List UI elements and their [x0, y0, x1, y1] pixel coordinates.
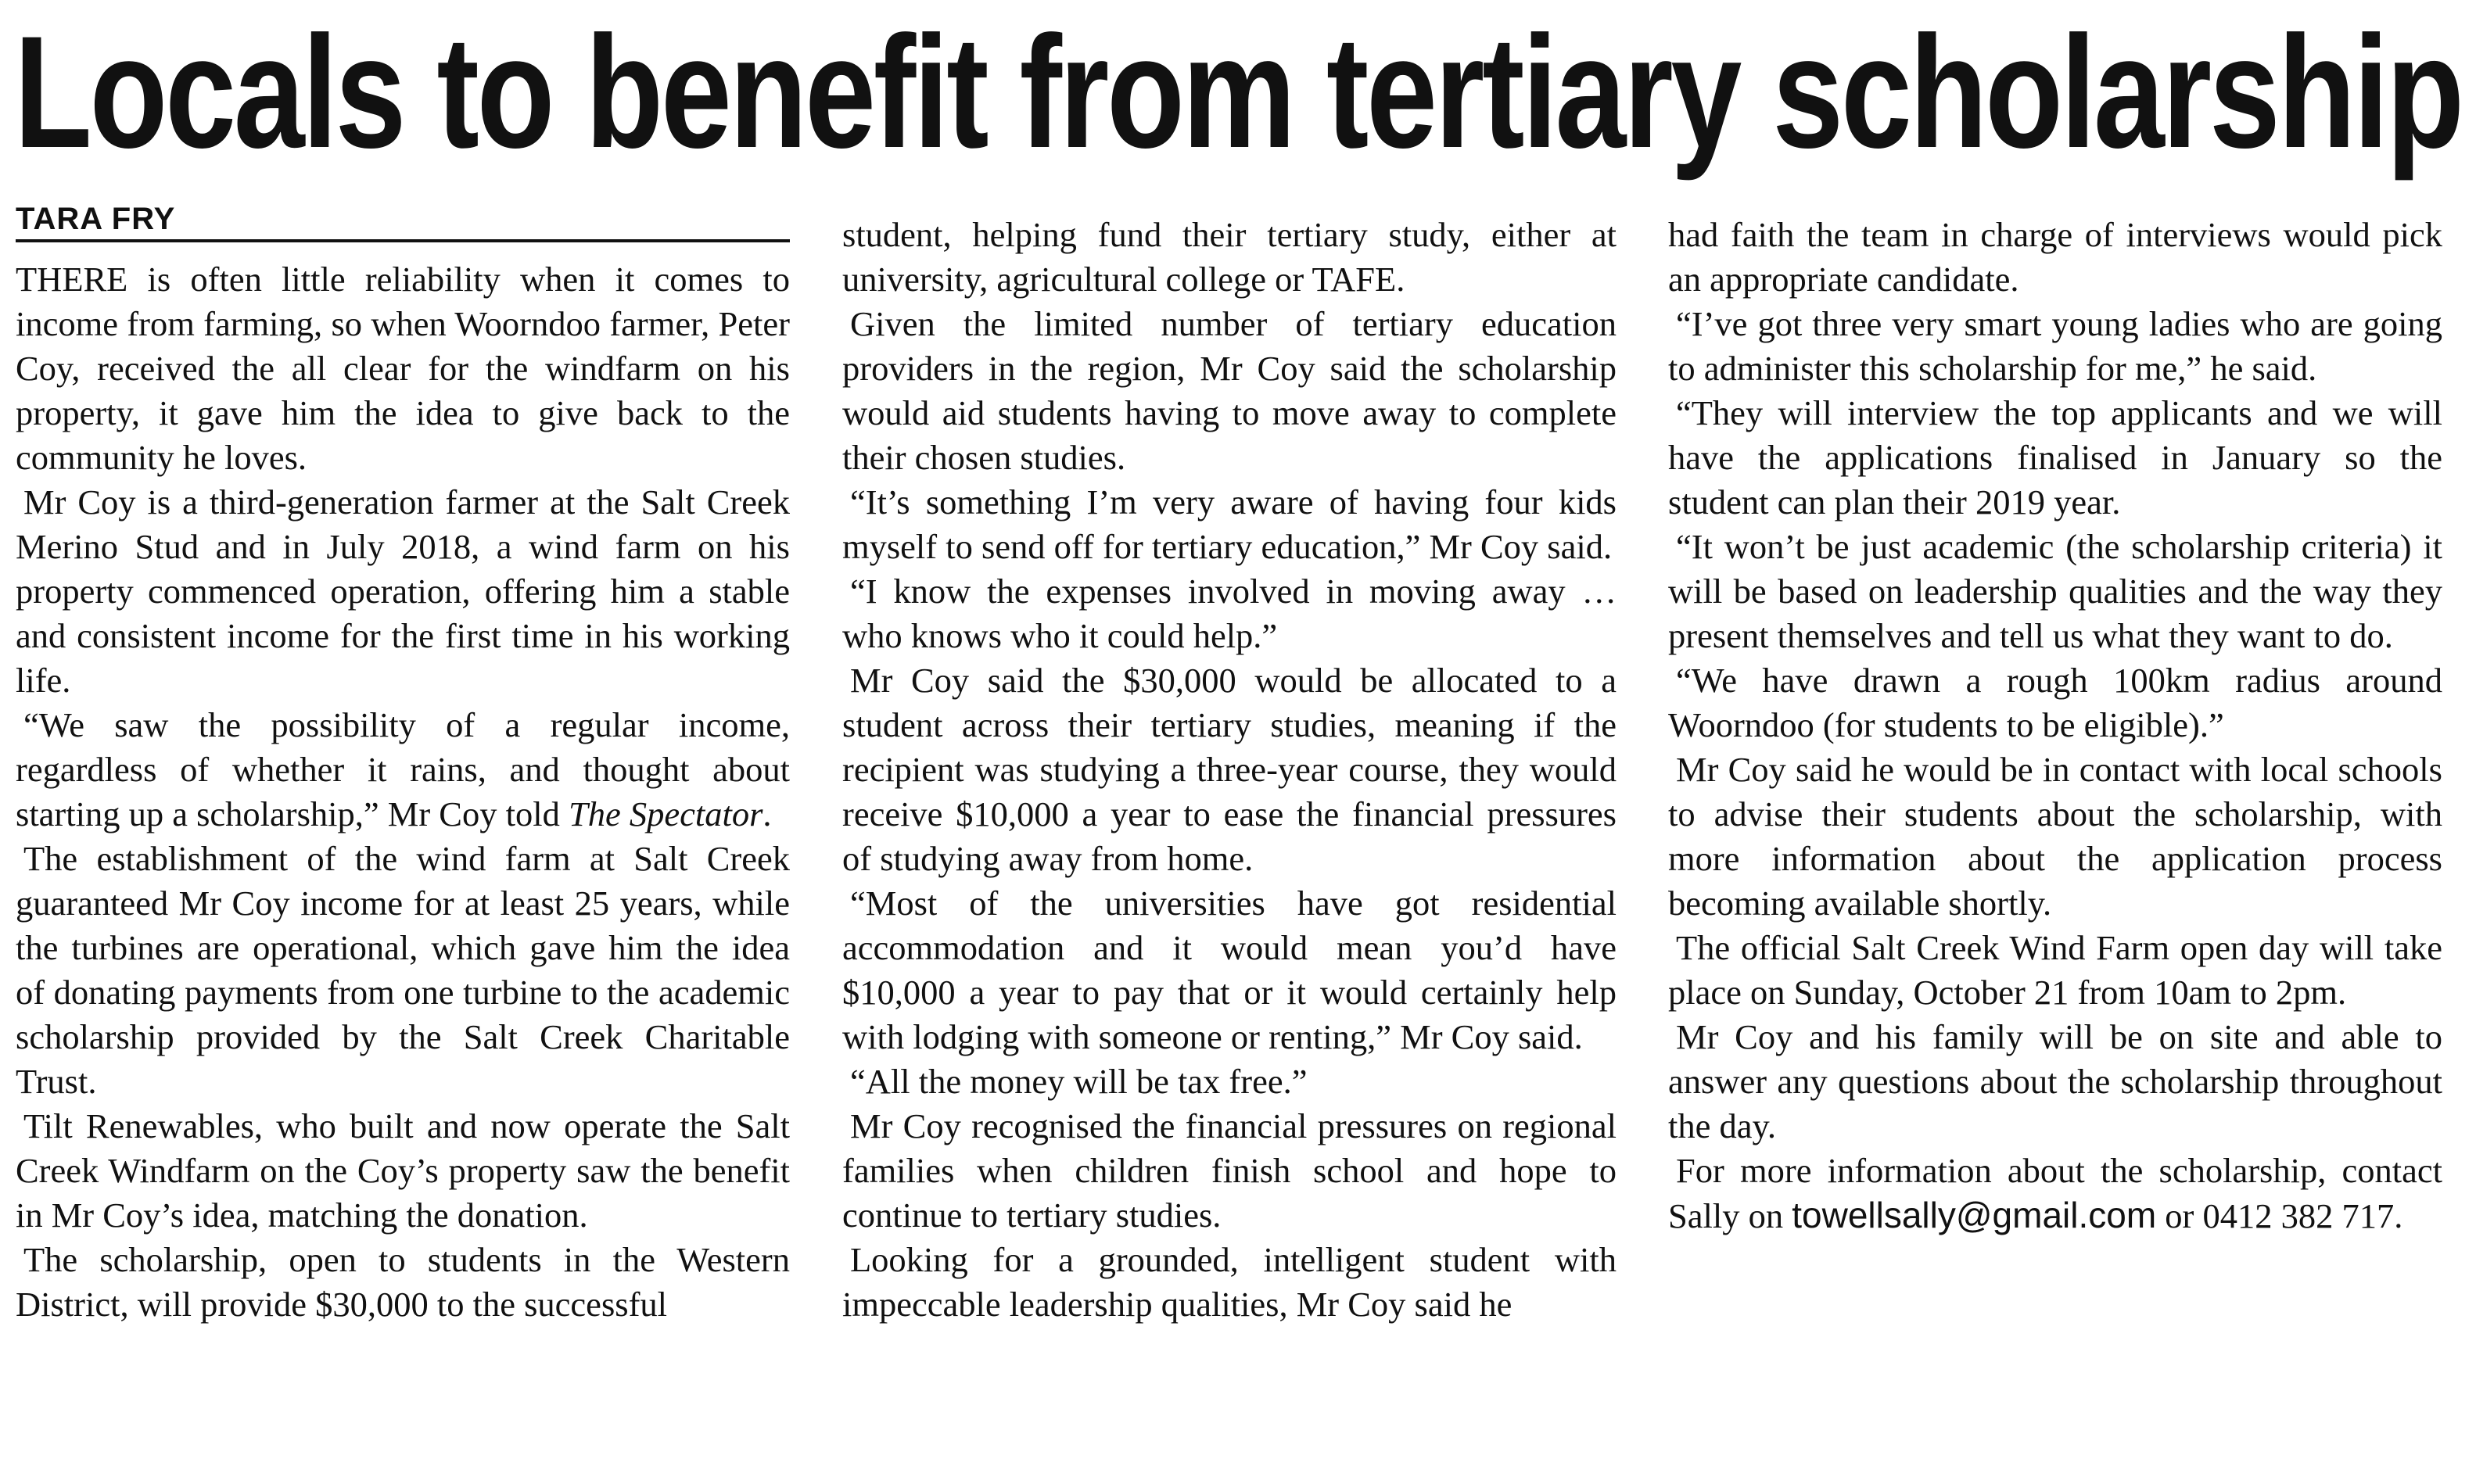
- article-column-2: [842, 213, 1617, 1327]
- paragraph-quote: [16, 703, 790, 837]
- paragraph: Mr Coy said he would be in contact with local schools to advise their students about the scholarship, with more information about the application process becoming available shortly.: [1668, 750, 2442, 923]
- article-column-3: [1668, 213, 2442, 1238]
- contact-email[interactable]: towellsally@gmail.com: [1792, 1195, 2157, 1235]
- paragraph: had faith the team in charge of interviews would pick an appropriate candidate.: [1668, 215, 2442, 299]
- paragraph: Looking for a grounded, intelligent student with impeccable leadership qualities, Mr Coy said he: [842, 1240, 1617, 1324]
- paragraph: Mr Coy is a third-generation farmer at the Salt Creek Merino Stud and in July 2018, a wind farm on his property commenced operation, offering him a stable and consistent income for the first time in his working life.: [16, 482, 790, 700]
- publication-name: The Spectator: [568, 794, 763, 833]
- paragraph: Mr Coy recognised the financial pressures on regional families when children finish school and hope to continue to tertiary studies.: [842, 1106, 1617, 1235]
- paragraph: The official Salt Creek Wind Farm open day will take place on Sunday, October 21 from 10am to 2pm.: [1668, 928, 2442, 1012]
- paragraph: “All the money will be tax free.”: [850, 1062, 1308, 1101]
- paragraph: Tilt Renewables, who built and now operate the Salt Creek Windfarm on the Coy’s property saw the benefit in Mr Coy’s idea, matching the donation.: [16, 1106, 790, 1235]
- article-column-1: [16, 257, 790, 1327]
- paragraph: THERE is often little reliability when it comes to income from farming, so when Woorndoo farmer, Peter Coy, received the all clear for the windfarm on his property, it gave him the idea to give back to the community he loves.: [16, 260, 790, 477]
- paragraph: “They will interview the top applicants and we will have the applications finalised in January so the student can plan their 2019 year.: [1668, 393, 2442, 522]
- paragraph: The establishment of the wind farm at Salt Creek guaranteed Mr Coy income for at least 25 years, while the turbines are operational, which gave him the idea of donating payments from one turbine to the academic scholarship provided by the Salt Creek Charitable Trust.: [16, 839, 790, 1101]
- headline: Locals to benefit from tertiary scholarship: [14, 3, 2462, 181]
- paragraph: student, helping fund their tertiary study, either at university, agricultural college or TAFE.: [842, 215, 1617, 299]
- paragraph: Given the limited number of tertiary education providers in the region, Mr Coy said the scholarship would aid students having to move away to complete their chosen studies.: [842, 304, 1617, 477]
- byline: TARA FRY: [16, 200, 790, 242]
- paragraph: Mr Coy said the $30,000 would be allocated to a student across their tertiary studies, meaning if the recipient was studying a three-year course, they would receive $10,000 a year to ease the financial pressures of studying away from home.: [842, 661, 1617, 878]
- contact-end: .: [2394, 1196, 2403, 1235]
- paragraph: “Most of the universities have got residential accommodation and it would mean you’d have $10,000 a year to pay that or it would certainly help with lodging with someone or renting,” Mr Coy said.: [842, 884, 1617, 1056]
- paragraph: “I’ve got three very smart young ladies who are going to administer this scholarship for me,” he said.: [1668, 304, 2442, 388]
- contact-mid: or: [2156, 1196, 2203, 1235]
- paragraph: “It won’t be just academic (the scholarship criteria) it will be based on leadership qualities and the way they present themselves and tell us what they want to do.: [1668, 527, 2442, 655]
- contact-text: For more information about the scholarship, contact Sally on: [1668, 1151, 2442, 1235]
- quote-text: “We saw the possibility of a regular income, regardless of whether it rains, and thought about starting up a scholarship,” Mr Coy told: [16, 705, 790, 833]
- paragraph: “We have drawn a rough 100km radius around Woorndoo (for students to be eligible).”: [1668, 661, 2442, 744]
- paragraph-contact: [1668, 1149, 2442, 1238]
- paragraph: Mr Coy and his family will be on site and able to answer any questions about the scholarship throughout the day.: [1668, 1017, 2442, 1145]
- paragraph: “It’s something I’m very aware of having four kids myself to send off for tertiary education,” Mr Coy said.: [842, 482, 1617, 566]
- paragraph: “I know the expenses involved in moving away … who knows who it could help.”: [842, 572, 1617, 655]
- paragraph: The scholarship, open to students in the Western District, will provide $30,000 to the successful: [16, 1240, 790, 1324]
- contact-phone: 0412 382 717: [2202, 1196, 2395, 1235]
- quote-end: .: [763, 794, 772, 833]
